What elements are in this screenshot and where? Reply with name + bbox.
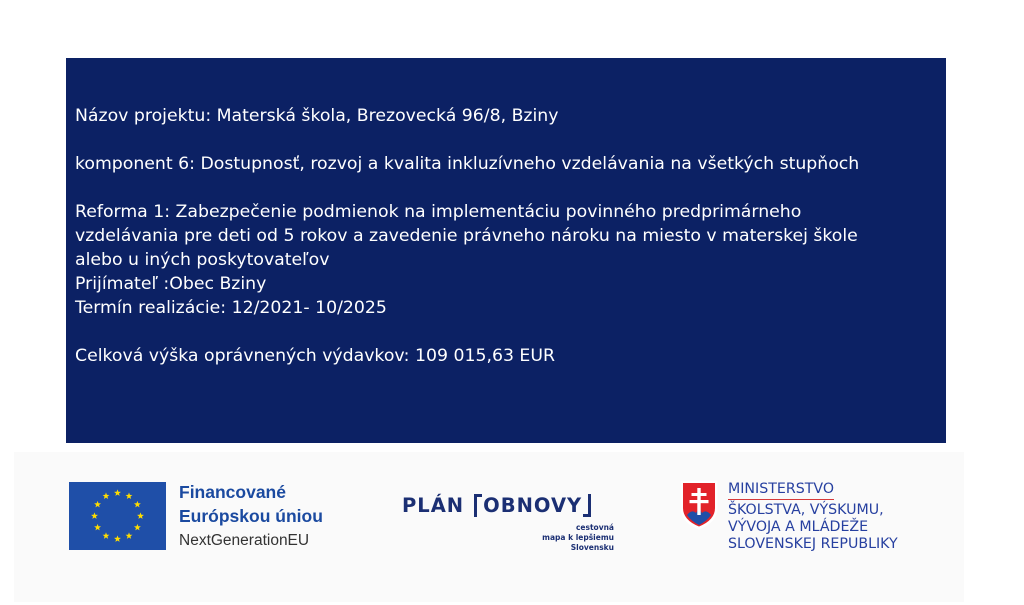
- ministry-line-3: VÝVOJA A MLÁDEŽE: [728, 519, 869, 535]
- recipient-text: Prijímateľ :Obec Bziny: [75, 274, 267, 294]
- realization-term: Termín realizácie: 12/2021- 10/2025: [75, 298, 387, 318]
- ministry-line-1: MINISTERSTVO: [728, 481, 834, 500]
- plan-word: PLÁN: [402, 494, 465, 517]
- eu-flag-icon: [69, 482, 166, 550]
- ministry-line-2: ŠKOLSTVA, VÝSKUMU,: [728, 502, 884, 518]
- reform-line-1: Reforma 1: Zabezpečenie podmienok na implementáciu povinného predprimárneho: [75, 202, 802, 222]
- plan-sub-3: Slovensku: [570, 543, 614, 552]
- ministry-line-4: SLOVENSKEJ REPUBLIKY: [728, 536, 898, 552]
- eu-text-line-3: NextGenerationEU: [179, 532, 310, 549]
- plan-obnovy-logo: [402, 494, 614, 553]
- plan-sub-2: mapa k lepšiemu: [542, 533, 614, 542]
- project-name: Názov projektu: Materská škola, Brezovecká 96/8, Bziny: [75, 106, 559, 126]
- project-info-panel: [66, 58, 946, 443]
- component-text: komponent 6: Dostupnosť, rozvoj a kvalita inkluzívneho vzdelávania na všetkých stupňoch: [75, 154, 860, 174]
- eu-text-line-1: Financované: [179, 482, 286, 502]
- total-eligible-expenses: Celková výška oprávnených výdavkov: 109 015,63 EUR: [75, 346, 556, 366]
- plan-sub-1: cestovná: [575, 523, 614, 532]
- logo-strip: [14, 452, 964, 602]
- reform-line-3: alebo u iných poskytovateľov: [75, 250, 330, 270]
- obnovy-word: OBNOVY: [474, 494, 591, 517]
- reform-line-2: vzdelávania pre deti od 5 rokov a zavedenie právneho nároku na miesto v materskej škole: [75, 226, 858, 246]
- eu-text-line-2: Európskou úniou: [179, 506, 323, 526]
- slovak-coat-of-arms-icon: [680, 480, 718, 530]
